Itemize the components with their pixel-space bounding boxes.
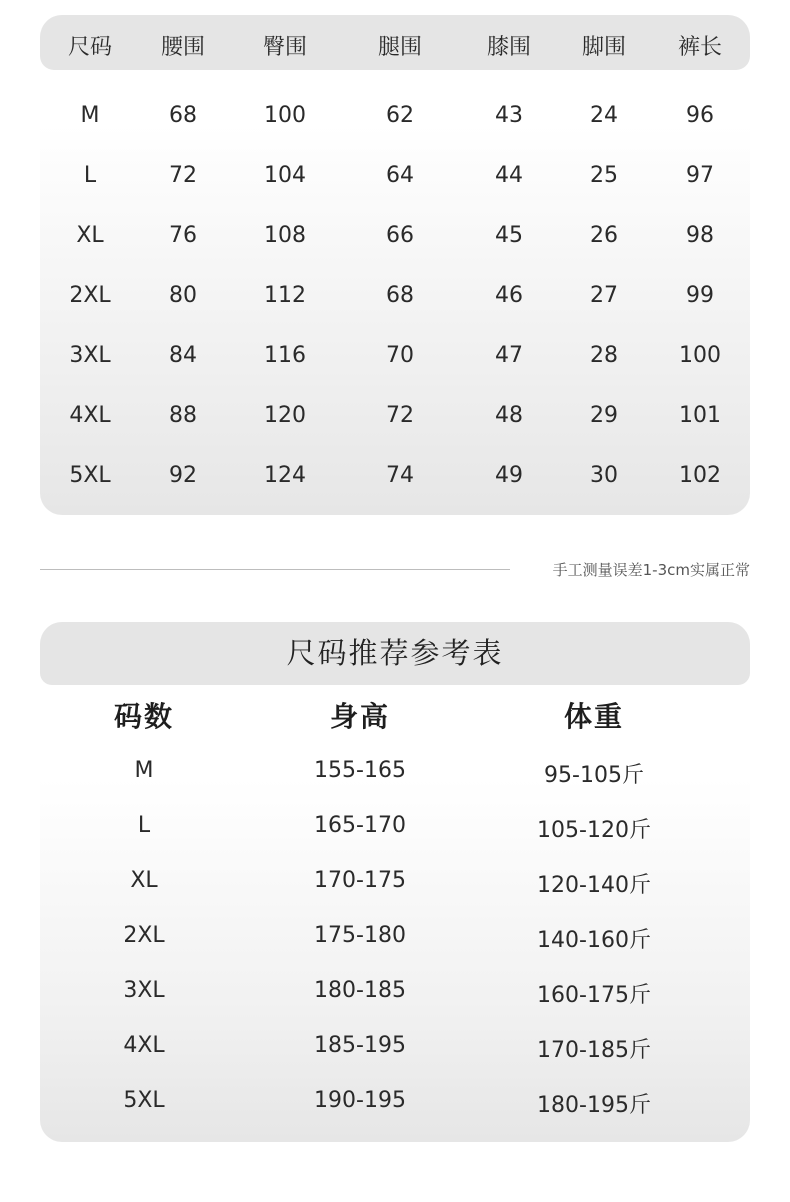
leg-opening-cell: 30 <box>590 463 618 488</box>
size-cell: 4XL <box>69 403 111 428</box>
thigh-cell: 64 <box>386 163 414 188</box>
height-cell: 185-195 <box>314 1033 406 1058</box>
knee-cell: 46 <box>495 283 523 308</box>
waist-cell: 76 <box>169 223 197 248</box>
thigh-cell: 70 <box>386 343 414 368</box>
length-cell: 102 <box>679 463 721 488</box>
size-cell: M <box>80 103 100 128</box>
length-cell: 100 <box>679 343 721 368</box>
thigh-cell: 74 <box>386 463 414 488</box>
height-cell: 155-165 <box>314 758 406 783</box>
weight-cell: 180-195斤 <box>537 1093 651 1118</box>
knee-cell: 43 <box>495 103 523 128</box>
table-row <box>40 335 750 375</box>
leg-opening-cell: 24 <box>590 103 618 128</box>
height-cell: 165-170 <box>314 813 406 838</box>
table-row <box>40 395 750 435</box>
size-cell: L <box>83 163 97 188</box>
height-cell: 170-175 <box>314 868 406 893</box>
leg-opening-cell: 27 <box>590 283 618 308</box>
size-cell: 5XL <box>69 463 111 488</box>
hip-cell: 112 <box>264 283 306 308</box>
header-size-code: 码数 <box>113 700 175 733</box>
recommendation-title: 尺码推荐参考表 <box>40 622 750 685</box>
thigh-cell: 68 <box>386 283 414 308</box>
hip-cell: 100 <box>264 103 306 128</box>
knee-cell: 45 <box>495 223 523 248</box>
weight-cell: 170-185斤 <box>537 1038 651 1063</box>
table-row <box>40 752 750 792</box>
length-cell: 99 <box>686 283 714 308</box>
length-cell: 96 <box>686 103 714 128</box>
hip-cell: 116 <box>264 343 306 368</box>
header-thigh: 腿围 <box>377 35 423 60</box>
measurement-error-note: 手工测量误差1-3cm实属正常 <box>552 561 750 579</box>
waist-cell: 72 <box>169 163 197 188</box>
knee-cell: 49 <box>495 463 523 488</box>
waist-cell: 84 <box>169 343 197 368</box>
measurement-header-row <box>40 15 750 70</box>
size-cell: 4XL <box>123 1033 165 1058</box>
waist-cell: 68 <box>169 103 197 128</box>
waist-cell: 92 <box>169 463 197 488</box>
header-hip: 臀围 <box>262 35 308 60</box>
weight-cell: 140-160斤 <box>537 928 651 953</box>
header-waist: 腰围 <box>160 35 206 60</box>
leg-opening-cell: 25 <box>590 163 618 188</box>
table-row <box>40 1027 750 1067</box>
table-row <box>40 1082 750 1122</box>
length-cell: 97 <box>686 163 714 188</box>
size-cell: 2XL <box>123 923 165 948</box>
size-cell: 2XL <box>69 283 111 308</box>
hip-cell: 108 <box>264 223 306 248</box>
waist-cell: 80 <box>169 283 197 308</box>
table-row <box>40 917 750 957</box>
header-knee: 膝围 <box>486 35 532 60</box>
length-cell: 98 <box>686 223 714 248</box>
size-cell: L <box>137 813 151 838</box>
size-recommendation-table <box>40 622 750 1142</box>
header-length: 裤长 <box>677 35 723 60</box>
leg-opening-cell: 29 <box>590 403 618 428</box>
size-cell: 3XL <box>69 343 111 368</box>
header-weight: 体重 <box>563 700 625 733</box>
header-leg-opening: 脚围 <box>581 35 627 60</box>
table-row <box>40 215 750 255</box>
height-cell: 175-180 <box>314 923 406 948</box>
weight-cell: 160-175斤 <box>537 983 651 1008</box>
leg-opening-cell: 26 <box>590 223 618 248</box>
recommendation-header-row <box>40 695 750 735</box>
size-cell: 3XL <box>123 978 165 1003</box>
table-row <box>40 807 750 847</box>
knee-cell: 47 <box>495 343 523 368</box>
size-cell: 5XL <box>123 1088 165 1113</box>
height-cell: 180-185 <box>314 978 406 1003</box>
table-row <box>40 862 750 902</box>
length-cell: 101 <box>679 403 721 428</box>
table-row <box>40 155 750 195</box>
divider-line <box>40 569 510 570</box>
size-measurement-table <box>40 15 750 515</box>
leg-opening-cell: 28 <box>590 343 618 368</box>
hip-cell: 104 <box>264 163 306 188</box>
thigh-cell: 66 <box>386 223 414 248</box>
hip-cell: 124 <box>264 463 306 488</box>
height-cell: 190-195 <box>314 1088 406 1113</box>
knee-cell: 44 <box>495 163 523 188</box>
hip-cell: 120 <box>264 403 306 428</box>
table-row <box>40 275 750 315</box>
knee-cell: 48 <box>495 403 523 428</box>
weight-cell: 105-120斤 <box>537 818 651 843</box>
header-height: 身高 <box>329 700 391 733</box>
thigh-cell: 62 <box>386 103 414 128</box>
table-row <box>40 95 750 135</box>
weight-cell: 120-140斤 <box>537 873 651 898</box>
thigh-cell: 72 <box>386 403 414 428</box>
size-cell: XL <box>130 868 158 893</box>
table-row <box>40 972 750 1012</box>
size-cell: M <box>134 758 154 783</box>
weight-cell: 95-105斤 <box>544 763 644 788</box>
waist-cell: 88 <box>169 403 197 428</box>
header-size: 尺码 <box>67 35 113 60</box>
size-cell: XL <box>76 223 104 248</box>
table-row <box>40 455 750 495</box>
